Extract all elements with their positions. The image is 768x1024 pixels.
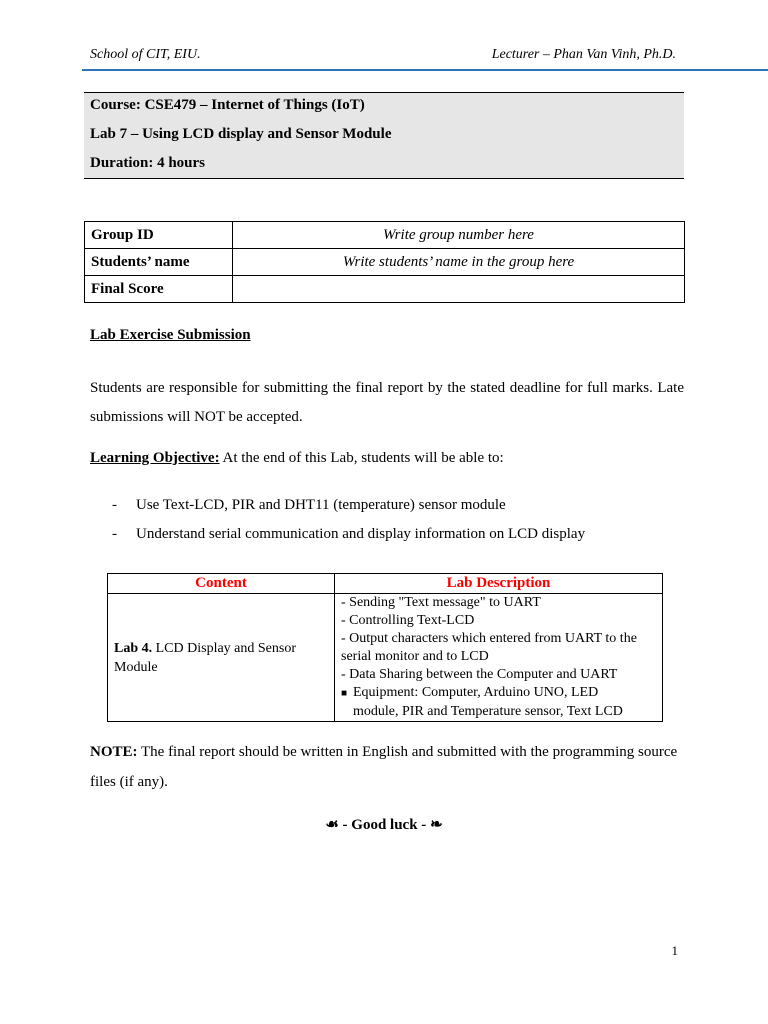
list-item [112,526,585,543]
table-header-row [108,574,663,594]
note-paragraph [90,737,684,797]
left-fleuron-icon: ☙ [325,817,339,833]
bullet-marker: - [112,526,117,542]
bullet-marker: - [112,497,117,513]
description-line: - Data Sharing between the Computer and UART [341,667,618,682]
group-id-label: Group ID [85,222,233,249]
note-label: NOTE: [90,744,138,760]
group-id-field[interactable]: Write group number here [233,222,685,249]
equipment-line-1: Equipment: Computer, Arduino UNO, LED [353,685,599,700]
indent-spacer [341,703,353,721]
submission-text: Students are responsible for submitting the final report by the stated deadline for full marks. Late submissions will NOT be accepted. [90,380,684,425]
lab-title: Lab 7 – Using LCD display and Sensor Module [90,126,392,142]
lab-number: Lab 4. [114,640,153,656]
header-divider [82,69,768,71]
good-luck-line [0,815,768,834]
header-school: School of CIT, EIU. [90,47,201,62]
right-fleuron-icon: ❧ [430,817,443,833]
table-row [85,222,685,249]
description-line: - Controlling Text-LCD [341,613,475,628]
list-item [112,497,506,514]
table-row [108,594,663,722]
table-row [85,249,685,276]
objective-bullet-2: Understand serial communication and display information on LCD display [136,526,586,542]
lab-description-header: Lab Description [335,574,663,594]
lab-content-table [107,573,663,722]
content-header: Content [108,574,335,594]
group-info-table [84,221,685,303]
page-number: 1 [671,943,678,958]
lab-name: LCD Display and Sensor Module [114,640,297,675]
table-row [85,276,685,303]
learning-objective-label: Learning Objective: [90,450,220,466]
square-bullet-icon: ■ [341,688,348,699]
objective-bullet-1: Use Text-LCD, PIR and DHT11 (temperature) sensor module [136,497,506,513]
header-lecturer: Lecturer – Phan Van Vinh, Ph.D. [491,47,676,62]
learning-objective-text: At the end of this Lab, students will be able to: [219,450,504,466]
lab-description-cell [335,594,663,722]
course-info-box [84,92,684,179]
equipment-line-2: module, PIR and Temperature sensor, Text LCD [353,704,623,719]
final-score-field[interactable] [233,276,685,303]
equipment-item [341,684,656,703]
students-name-label: Students’ name [85,249,233,276]
submission-heading: Lab Exercise Submission [90,327,251,343]
good-luck-text: - Good luck - [338,817,431,833]
description-line: - Output characters which entered from UART to the serial monitor and to LCD [341,631,637,664]
note-text: The final report should be written in English and submitted with the programming source files (if any). [90,744,678,790]
course-title: Course: CSE479 – Internet of Things (IoT) [90,97,365,113]
final-score-label: Final Score [85,276,233,303]
learning-objective [90,450,504,467]
description-line: - Sending "Text message" to UART [341,595,541,610]
students-name-field[interactable]: Write students’ name in the group here [233,249,685,276]
equipment-item-cont [341,703,656,721]
duration: Duration: 4 hours [90,155,206,171]
lab-content-cell [108,594,335,722]
